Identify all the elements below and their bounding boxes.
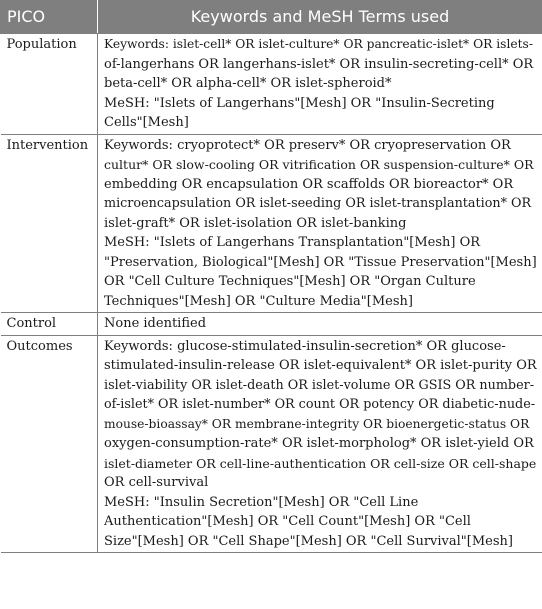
pico-term-cell: Control <box>1 313 98 336</box>
keywords-line: "Preservation, Biological"[Mesh] OR "Tissue Preservation"[Mesh] <box>104 254 537 270</box>
keywords-line: of-langerhans OR langerhans-islet* OR insulin-secreting-cell* OR <box>104 56 534 72</box>
keywords-line: oxygen-consumption-rate* OR islet-morpholog* OR islet-yield OR <box>104 436 534 451</box>
pico-term-cell: Intervention <box>1 134 98 313</box>
table-row <box>1 134 542 313</box>
keywords-cell <box>98 34 542 135</box>
table-row <box>1 313 542 336</box>
table-row <box>1 34 542 135</box>
keywords-line: cultur* OR slow-cooling OR vitrification OR suspension-culture* OR <box>104 157 534 172</box>
keywords-line: Size"[Mesh] OR "Cell Shape"[Mesh] OR "Cell Survival"[Mesh] <box>104 533 513 549</box>
keywords-line: Cells"[Mesh] <box>104 115 189 130</box>
keywords-line: islet-viability OR islet-death OR islet-volume OR GSIS OR number- <box>104 377 535 393</box>
keywords-line: Authentication"[Mesh] OR "Cell Count"[Mesh] OR "Cell <box>104 514 471 529</box>
keywords-line: mouse-bioassay* OR membrane-integrity OR bioenergetic-status OR <box>104 416 530 431</box>
keywords-line: MeSH: "Islets of Langerhans"[Mesh] OR "Insulin-Secreting <box>104 95 495 111</box>
keywords-line: beta-cell* OR alpha-cell* OR islet-spheroid* <box>104 76 392 91</box>
table-body <box>1 34 542 553</box>
keywords-line: MeSH: "Insulin Secretion"[Mesh] OR "Cell Line <box>104 494 419 510</box>
pico-term-cell: Population <box>1 34 98 135</box>
keywords-cell <box>98 134 542 313</box>
table-row <box>1 335 542 553</box>
keywords-cell <box>98 313 542 336</box>
header-row <box>1 1 542 34</box>
keywords-line: islet-graft* OR islet-isolation OR islet-banking <box>104 215 407 231</box>
table-header <box>1 1 542 34</box>
pico-term-cell: Outcomes <box>1 335 98 553</box>
keywords-line: None identified <box>104 316 207 331</box>
keywords-line: MeSH: "Islets of Langerhans Transplantation"[Mesh] OR <box>104 235 481 250</box>
keywords-line: Techniques"[Mesh] OR "Culture Media"[Mesh] <box>104 293 413 309</box>
header-pico: PICO <box>1 1 98 34</box>
keywords-line: islet-diameter OR cell-line-authentication OR cell-size OR cell-shape <box>104 455 537 471</box>
header-keywords-mesh: Keywords and MeSH Terms used <box>98 1 542 34</box>
keywords-cell <box>98 335 542 553</box>
keywords-line: of-islet* OR islet-number* OR count OR potency OR diabetic-nude- <box>104 397 536 412</box>
keywords-line: Keywords: cryoprotect* OR preserv* OR cryopreservation OR <box>104 137 511 153</box>
keywords-line: stimulated-insulin-release OR islet-equivalent* OR islet-purity OR <box>104 358 537 373</box>
keywords-line: Keywords: glucose-stimulated-insulin-secretion* OR glucose- <box>104 338 506 354</box>
keywords-line: OR "Cell Culture Techniques"[Mesh] OR "Organ Culture <box>104 274 476 289</box>
keywords-line: OR cell-survival <box>104 475 209 490</box>
keywords-line: embedding OR encapsulation OR scaffolds OR bioreactor* OR <box>104 176 514 192</box>
keywords-line: microencapsulation OR islet-seeding OR islet-transplantation* OR <box>104 196 532 211</box>
keywords-line: Keywords: islet-cell* OR islet-culture* OR pancreatic-islet* OR islets- <box>104 37 533 51</box>
